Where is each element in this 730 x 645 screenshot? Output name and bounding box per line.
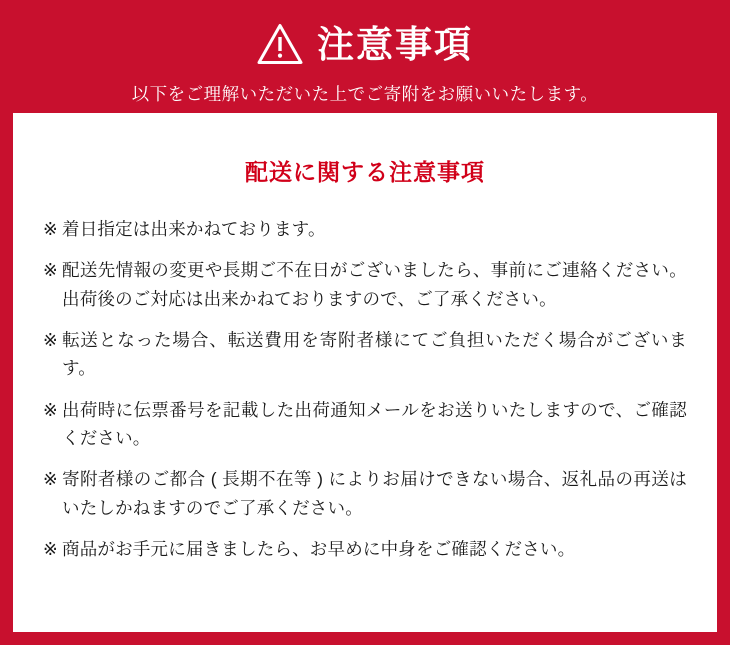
list-item [43,465,687,522]
note-mark: ※ [43,260,58,281]
page-title: 注意事項 [317,23,473,65]
list-item [43,326,687,383]
notice-header [0,0,730,113]
notice-body-panel [13,113,717,632]
note-mark: ※ [43,399,58,420]
note-text: 配送先情報の変更や長期ご不在日がございましたら、事前にご連絡ください。出荷後のご対応は出来かねておりますので、ご了承ください。 [62,260,687,309]
list-item [43,215,687,243]
section-title: 配送に関する注意事項 [245,159,485,185]
warning-triangle-icon [257,23,303,65]
note-text: 着日指定は出来かねております。 [62,219,326,239]
list-item [43,256,687,313]
note-mark: ※ [43,469,58,490]
header-title-row [257,18,473,70]
note-text: 商品がお手元に届きましたら、お早めに中身をご確認ください。 [62,539,576,560]
note-mark: ※ [43,330,58,351]
header-subtitle: 以下をご理解いただいた上でご寄附をお願いいたします。 [131,84,599,104]
notes-list [43,215,687,563]
note-text: 出荷時に伝票番号を記載した出荷通知メールをお送りいたしますので、ご確認ください。 [62,399,687,449]
note-mark: ※ [43,539,58,560]
note-text: 転送となった場合、転送費用を寄附者様にてご負担いただく場合がございます。 [62,330,687,379]
list-item [43,396,687,453]
list-item [43,535,687,563]
note-mark: ※ [43,219,58,239]
note-text: 寄附者様のご都合 ( 長期不在等 ) によりお届けできない場合、返礼品の再送はいたしかねますのでご了承ください。 [62,469,687,518]
